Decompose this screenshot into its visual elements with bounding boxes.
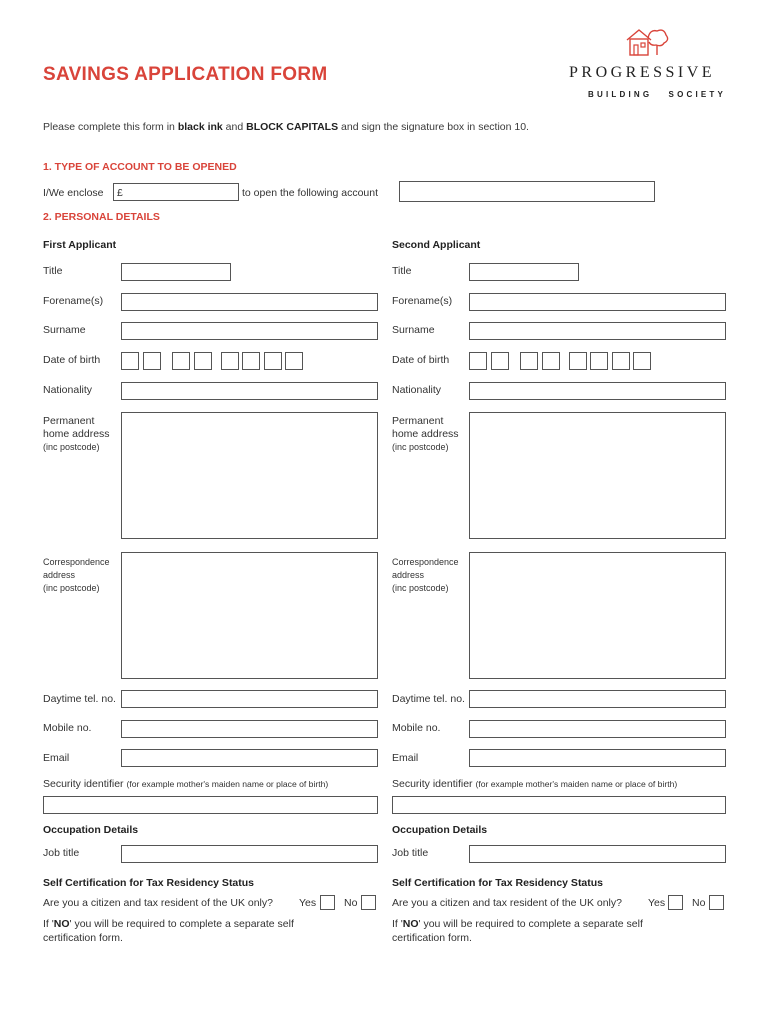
forenames-label: Forename(s) [392, 295, 453, 307]
security-hint: (for example mother's maiden name or place of birth) [475, 779, 678, 789]
enclose-amount-field[interactable] [113, 183, 239, 201]
section-1-heading: 1. TYPE OF ACCOUNT TO BE OPENED [43, 161, 237, 173]
label-line: home address [392, 428, 459, 440]
intro-emphasis: BLOCK CAPITALS [246, 121, 339, 133]
title-label: Title [392, 265, 412, 277]
logo-subtitle: BUILDING SOCIETY [588, 90, 727, 99]
mobile-field[interactable] [121, 720, 378, 738]
dob-year-2[interactable] [242, 352, 260, 370]
surname-field[interactable] [121, 322, 378, 340]
tax-note-line: certification form. [43, 932, 123, 944]
job-title-label: Job title [43, 847, 80, 859]
tax-note-line: certification form. [392, 932, 472, 944]
correspondence-address-label [392, 556, 459, 595]
dob-year-3[interactable] [264, 352, 282, 370]
intro-emphasis: black ink [177, 121, 223, 133]
tax-yes-checkbox[interactable] [320, 895, 335, 910]
nationality-field[interactable] [121, 382, 378, 400]
label-line: Correspondence [392, 557, 459, 567]
tax-no-label: No [344, 897, 358, 909]
nationality-label: Nationality [392, 384, 442, 396]
surname-label: Surname [392, 324, 435, 336]
label-hint: (inc postcode) [43, 442, 100, 452]
account-type-field[interactable] [399, 181, 655, 202]
tax-note-no: NO [402, 918, 419, 930]
daytime-tel-field[interactable] [121, 690, 378, 708]
tax-residency-heading: Self Certification for Tax Residency Status [392, 877, 604, 889]
tax-question: Are you a citizen and tax resident of the UK only? [43, 897, 273, 909]
email-field[interactable] [469, 749, 726, 767]
job-title-field[interactable] [469, 845, 726, 863]
label-hint: (inc postcode) [392, 583, 449, 593]
intro-text-part: and sign the signature box in section 10. [338, 121, 529, 133]
security-label [43, 778, 328, 790]
tax-note-part: If ' [43, 918, 54, 930]
email-label: Email [43, 752, 70, 764]
tax-note [43, 917, 294, 945]
label-hint: (inc postcode) [392, 442, 449, 452]
occupation-heading: Occupation Details [392, 824, 488, 836]
tax-no-checkbox[interactable] [709, 895, 724, 910]
label-line: Permanent [392, 415, 444, 427]
mobile-field[interactable] [469, 720, 726, 738]
title-field[interactable] [469, 263, 579, 281]
surname-field[interactable] [469, 322, 726, 340]
open-account-label: to open the following account [242, 187, 379, 199]
permanent-address-field[interactable] [121, 412, 378, 539]
dob-year-3[interactable] [612, 352, 630, 370]
tax-note [392, 917, 643, 945]
title-field[interactable] [121, 263, 231, 281]
dob-label: Date of birth [392, 354, 450, 366]
security-label-text: Security identifier [392, 778, 473, 790]
security-field[interactable] [392, 796, 726, 814]
label-line: Correspondence [43, 557, 110, 567]
tax-note-line [392, 917, 643, 931]
dob-year-4[interactable] [633, 352, 651, 370]
intro-text-part: Please complete this form in [43, 121, 178, 133]
dob-day-1[interactable] [121, 352, 139, 370]
dob-day-2[interactable] [143, 352, 161, 370]
mobile-label: Mobile no. [392, 722, 441, 734]
tax-yes-checkbox[interactable] [668, 895, 683, 910]
daytime-tel-label: Daytime tel. no. [43, 693, 116, 705]
applicant-heading: First Applicant [43, 239, 117, 251]
logo-wordmark: PROGRESSIVE [569, 64, 716, 81]
label-line: home address [43, 428, 110, 440]
page-title: SAVINGS APPLICATION FORM [43, 64, 328, 85]
security-hint: (for example mother's maiden name or place of birth) [126, 779, 329, 789]
forenames-field[interactable] [469, 293, 726, 311]
correspondence-address-field[interactable] [469, 552, 726, 679]
currency-symbol: £ [117, 187, 123, 199]
occupation-heading: Occupation Details [43, 824, 139, 836]
job-title-field[interactable] [121, 845, 378, 863]
correspondence-address-field[interactable] [121, 552, 378, 679]
tax-note-line [43, 917, 294, 931]
tax-note-part: ' you will be required to complete a separate self [69, 918, 294, 930]
intro-text [43, 121, 529, 133]
tax-question: Are you a citizen and tax resident of the UK only? [392, 897, 622, 909]
dob-year-4[interactable] [285, 352, 303, 370]
mobile-label: Mobile no. [43, 722, 92, 734]
tax-yes-label: Yes [299, 897, 317, 909]
dob-month-2[interactable] [542, 352, 560, 370]
permanent-address-label [43, 415, 110, 453]
security-label-text: Security identifier [43, 778, 124, 790]
title-label: Title [43, 265, 63, 277]
forenames-label: Forename(s) [43, 295, 104, 307]
applicant-heading: Second Applicant [392, 239, 481, 251]
enclose-label: I/We enclose [43, 187, 104, 199]
label-line: address [43, 570, 76, 580]
nationality-field[interactable] [469, 382, 726, 400]
label-hint: (inc postcode) [43, 583, 100, 593]
forenames-field[interactable] [121, 293, 378, 311]
dob-month-2[interactable] [194, 352, 212, 370]
security-label [392, 778, 677, 790]
daytime-tel-label: Daytime tel. no. [392, 693, 465, 705]
dob-month-1[interactable] [172, 352, 190, 370]
dob-month-1[interactable] [520, 352, 538, 370]
dob-day-1[interactable] [469, 352, 487, 370]
correspondence-address-label [43, 556, 110, 595]
job-title-label: Job title [392, 847, 429, 859]
tax-yes-label: Yes [648, 897, 666, 909]
permanent-address-field[interactable] [469, 412, 726, 539]
security-field[interactable] [43, 796, 378, 814]
email-label: Email [392, 752, 419, 764]
email-field[interactable] [121, 749, 378, 767]
label-line: Permanent [43, 415, 95, 427]
house-tree-icon [624, 26, 670, 58]
permanent-address-label [392, 415, 459, 453]
intro-text-part: and [222, 121, 247, 133]
dob-label: Date of birth [43, 354, 101, 366]
tax-no-label: No [692, 897, 706, 909]
tax-note-part: If ' [392, 918, 403, 930]
tax-note-part: ' you will be required to complete a separate self [418, 918, 643, 930]
dob-year-2[interactable] [590, 352, 608, 370]
tax-note-no: NO [53, 918, 70, 930]
section-2-heading: 2. PERSONAL DETAILS [43, 211, 160, 223]
tax-residency-heading: Self Certification for Tax Residency Status [43, 877, 255, 889]
dob-year-1[interactable] [569, 352, 587, 370]
daytime-tel-field[interactable] [469, 690, 726, 708]
tax-no-checkbox[interactable] [361, 895, 376, 910]
dob-day-2[interactable] [491, 352, 509, 370]
surname-label: Surname [43, 324, 86, 336]
dob-year-1[interactable] [221, 352, 239, 370]
nationality-label: Nationality [43, 384, 93, 396]
label-line: address [392, 570, 425, 580]
